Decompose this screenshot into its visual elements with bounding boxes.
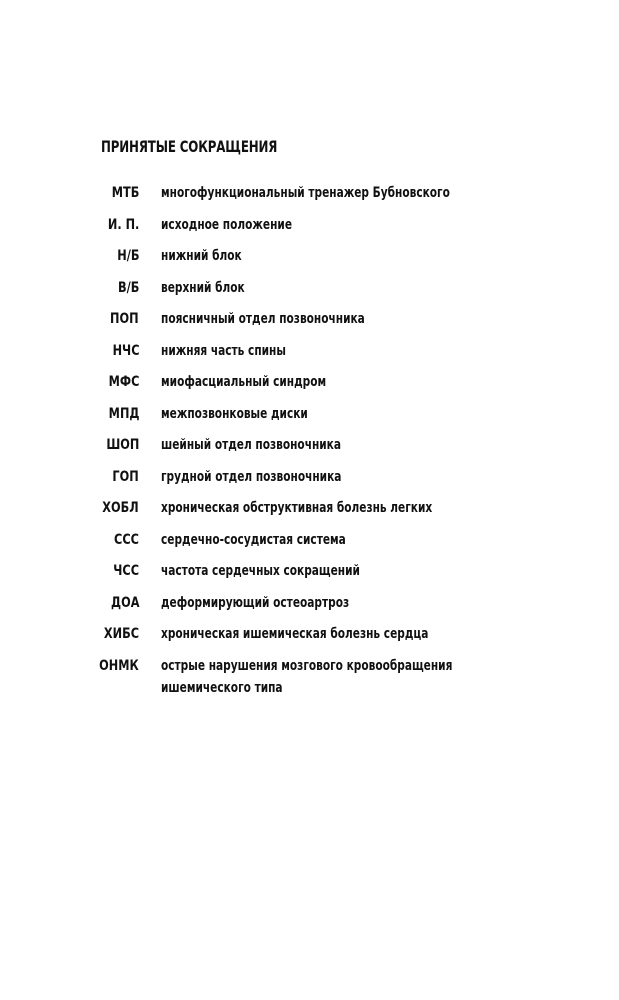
abbreviation-term: МПД xyxy=(108,405,139,422)
abbreviation-row xyxy=(0,308,619,340)
abbreviation-term: ОНМК xyxy=(99,657,139,674)
abbreviation-term: НЧС xyxy=(112,342,139,359)
abbreviation-definition xyxy=(161,655,452,699)
abbreviation-term: ССС xyxy=(114,531,139,548)
abbreviation-definition-line: ишемического типа xyxy=(161,679,283,696)
abbreviation-definition: поясничный отдел позвоночника xyxy=(161,311,365,327)
abbreviation-term: И. П. xyxy=(107,216,139,233)
abbreviation-definition: миофасциальный синдром xyxy=(161,374,327,390)
abbreviation-term: ГОП xyxy=(112,468,139,485)
abbreviation-row xyxy=(0,277,619,309)
abbreviation-definition: верхний блок xyxy=(161,279,245,296)
abbreviation-row xyxy=(0,371,619,403)
abbreviation-row xyxy=(0,214,619,246)
abbreviation-term: ДОА xyxy=(110,594,139,611)
abbreviation-term: МТБ xyxy=(111,185,139,201)
abbreviation-row xyxy=(0,340,619,372)
page-title: ПРИНЯТЫЕ СОКРАЩЕНИЯ xyxy=(101,137,278,156)
abbreviation-definition: деформирующий остеоартроз xyxy=(161,594,350,611)
abbreviation-row xyxy=(0,592,619,624)
abbreviation-row xyxy=(0,434,619,466)
abbreviation-row xyxy=(0,623,619,655)
abbreviation-row xyxy=(0,245,619,277)
abbreviation-term: В/Б xyxy=(117,279,139,296)
abbreviation-list xyxy=(0,182,619,703)
abbreviation-row xyxy=(0,466,619,498)
abbreviation-term: ПОП xyxy=(110,311,139,327)
abbreviation-row xyxy=(0,182,619,214)
abbreviation-definition: частота сердечных сокращений xyxy=(161,563,360,579)
abbreviation-term: ХИБС xyxy=(103,626,139,642)
abbreviation-definition: грудной отдел позвоночника xyxy=(161,468,342,485)
abbreviation-definition: шейный отдел позвоночника xyxy=(161,437,342,453)
abbreviation-term: ХОБЛ xyxy=(102,500,139,516)
abbreviation-definition: многофункциональный тренажер Бубновского xyxy=(161,185,450,201)
abbreviation-term: ШОП xyxy=(105,437,139,453)
abbreviation-definition: нижняя часть спины xyxy=(161,342,286,359)
abbreviation-term: ЧСС xyxy=(113,563,139,579)
abbreviation-term: Н/Б xyxy=(116,248,139,264)
abbreviation-term: МФС xyxy=(108,374,139,390)
abbreviation-row xyxy=(0,403,619,435)
abbreviation-definition: хроническая обструктивная болезнь легких xyxy=(161,500,433,516)
abbreviation-row xyxy=(0,560,619,592)
abbreviation-definition: сердечно-сосудистая система xyxy=(161,531,346,548)
abbreviation-definition-line: острые нарушения мозгового кровообращения xyxy=(161,657,453,674)
abbreviation-row xyxy=(0,497,619,529)
abbreviation-definition: нижний блок xyxy=(161,248,242,264)
abbreviation-row xyxy=(0,529,619,561)
abbreviation-definition: межпозвонковые диски xyxy=(161,405,308,422)
abbreviation-row xyxy=(0,655,619,703)
abbreviation-definition: исходное положение xyxy=(161,216,293,233)
abbreviation-definition: хроническая ишемическая болезнь сердца xyxy=(161,626,429,642)
